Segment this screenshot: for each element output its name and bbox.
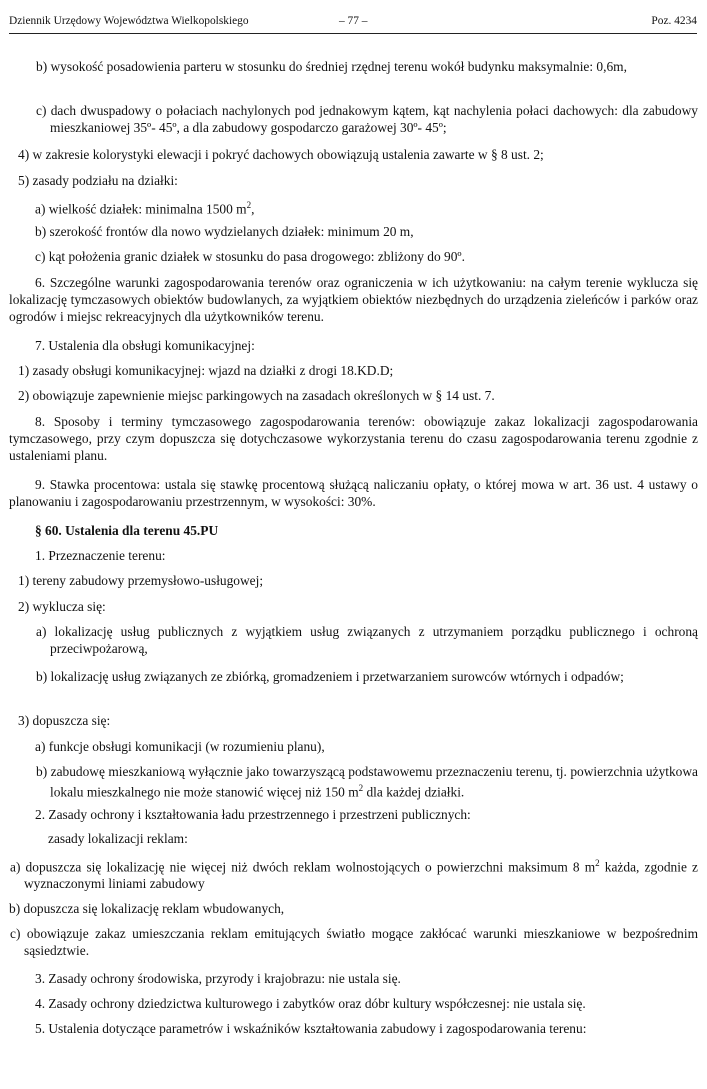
paragraph: b) lokalizację usług związanych ze zbiórką, gromadzeniem i przetwarzaniem surowców wtórnych i odpadów; bbox=[36, 669, 624, 684]
paragraph: c) dach dwuspadowy o połaciach nachylonych pod jednakowym kątem, kąt nachylenia połaci dachowych: dla zabudowy mieszkaniowej 35º- 45º, a dla zabudowy gospodarczo garażowej 30º- 45º; bbox=[36, 103, 698, 135]
paragraph: a) funkcje obsługi komunikacji (w rozumieniu planu), bbox=[35, 739, 325, 754]
page-number: – 77 – bbox=[339, 15, 368, 27]
text-fragment: dla każdej działki. bbox=[363, 784, 465, 800]
paragraph: 2. Zasady ochrony i kształtowania ładu przestrzennego i przestrzeni publicznych: bbox=[35, 807, 471, 822]
text-fragment: każda, zgodnie z wyznaczonymi liniami zabudowy bbox=[24, 859, 698, 892]
paragraph: 6. Szczególne warunki zagospodarowania terenów oraz ograniczenia w ich użytkowaniu: na całym terenie wyklucza się lokalizację tymczasowych obiektów budowlanych, za wyjątkiem obiektów niezbędnych do urządzenia zieleńców i parków oraz ogrodów i miejsc rekreacyjnych dla użytkowników terenu. bbox=[9, 275, 698, 324]
superscript: 2 bbox=[246, 200, 252, 210]
text-fragment: , bbox=[251, 201, 255, 217]
paragraph: 2) wyklucza się: bbox=[18, 599, 106, 614]
paragraph-with-superscript bbox=[10, 855, 698, 892]
paragraph-text: a) dopuszcza się lokalizację nie więcej niż dwóch reklam wolnostojących o powierzchni maksimum 8 m bbox=[10, 859, 596, 875]
paragraph: 3) dopuszcza się: bbox=[18, 713, 111, 728]
paragraph: c) kąt położenia granic działek w stosunku do pasa drogowego: zbliżony do 90º. bbox=[35, 249, 465, 264]
section-heading: § 60. Ustalenia dla terenu 45.PU bbox=[35, 523, 219, 538]
paragraph: 9. Stawka procentowa: ustala się stawkę procentową służącą naliczaniu opłaty, o której mowa w art. 36 ust. 4 ustawy o planowaniu i zagospodarowaniu przestrzennym, w wysokości: 30%. bbox=[9, 477, 698, 509]
position-number: Poz. 4234 bbox=[651, 15, 697, 27]
superscript: 2 bbox=[358, 783, 364, 793]
paragraph: b) wysokość posadowienia parteru w stosunku do średniej rzędnej terenu wokół budynku maksymalnie: 0,6m, bbox=[36, 59, 627, 74]
paragraph: a) lokalizację usług publicznych z wyjątkiem usług związanych z utrzymaniem porządku publicznego i ochroną przeciwpożarową, bbox=[36, 624, 698, 656]
paragraph-text: b) zabudowę mieszkaniową wyłącznie jako towarzyszącą podstawowemu przeznaczeniu terenu, tj. powierzchnia użytkowa lokalu mieszkalnego nie może stanowić więcej niż 150 m bbox=[36, 764, 698, 800]
paragraph: 1) zasady obsługi komunikacyjnej: wjazd na działki z drogi 18.KD.D; bbox=[18, 363, 394, 378]
paragraph: c) obowiązuje zakaz umieszczania reklam emitujących światło mogące zakłócać warunki mieszkaniowe w bezpośrednim sąsiedztwie. bbox=[10, 926, 698, 958]
paragraph: 7. Ustalenia dla obsługi komunikacyjnej: bbox=[35, 338, 255, 353]
paragraph: zasady lokalizacji reklam: bbox=[48, 831, 188, 846]
superscript: 2 bbox=[595, 858, 600, 868]
page-header bbox=[9, 13, 697, 34]
paragraph-with-superscript bbox=[36, 763, 698, 800]
paragraph: 1) tereny zabudowy przemysłowo-usługowej; bbox=[18, 573, 264, 588]
paragraph: b) szerokość frontów dla nowo wydzielanych działek: minimum 20 m, bbox=[35, 224, 414, 239]
journal-title: Dziennik Urzędowy Województwa Wielkopolskiego bbox=[9, 15, 249, 27]
paragraph: 4) w zakresie kolorystyki elewacji i pokryć dachowych obowiązują ustalenia zawarte w § 8 ust. 2; bbox=[18, 147, 544, 162]
paragraph: 1. Przeznaczenie terenu: bbox=[35, 548, 166, 563]
paragraph-text: a) wielkość działek: minimalna 1500 m bbox=[35, 201, 247, 217]
paragraph-with-superscript bbox=[35, 197, 698, 217]
paragraph: b) dopuszcza się lokalizację reklam wbudowanych, bbox=[9, 901, 285, 916]
paragraph: 8. Sposoby i terminy tymczasowego zagospodarowania terenów: obowiązuje zakaz lokalizacji zagospodarowania tymczasowego, przy czym dopuszcza się dotychczasowe wykorzystania terenu do czasu zagospodarowania terenu zgodnie z ustaleniami planu. bbox=[9, 414, 698, 463]
paragraph: 5. Ustalenia dotyczące parametrów i wskaźników kształtowania zabudowy i zagospodarowania terenu: bbox=[35, 1021, 587, 1036]
paragraph: 5) zasady podziału na działki: bbox=[18, 173, 178, 188]
paragraph: 4. Zasady ochrony dziedzictwa kulturowego i zabytków oraz dóbr kultury współczesnej: nie ustala się. bbox=[35, 996, 586, 1011]
paragraph: 3. Zasady ochrony środowiska, przyrody i krajobrazu: nie ustala się. bbox=[35, 971, 401, 986]
paragraph: 2) obowiązuje zapewnienie miejsc parkingowych na zasadach określonych w § 14 ust. 7. bbox=[18, 388, 495, 403]
